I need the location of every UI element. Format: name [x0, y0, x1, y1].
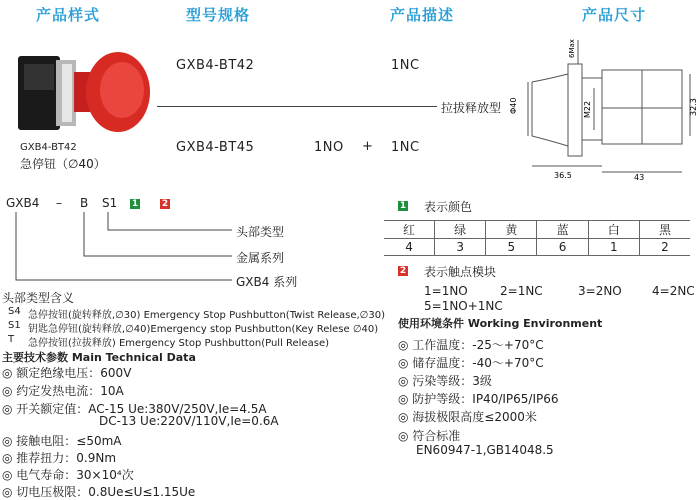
color-code: 6: [537, 239, 588, 256]
env-item: ◎ 工作温度：-25～+70°C: [398, 338, 544, 352]
code-box-1: 1: [131, 199, 139, 209]
code-part-b: B: [80, 196, 89, 210]
code-part-s1: S1: [102, 196, 118, 210]
head-type-text-s4: 急停按钮(旋转释放,∅30) Emergency Stop Pushbutton(Twist Release,∅30): [28, 310, 386, 321]
color-code: 1: [588, 239, 639, 256]
env-item: ◎ 防护等级：IP40/IP65/IP66: [398, 392, 559, 406]
product-description: 拉拔释放型: [441, 101, 502, 115]
divider-line: [157, 106, 437, 107]
header-col-model: 型号规格: [186, 6, 251, 24]
code-part-gxb4: GXB4: [6, 196, 40, 210]
code-leader-lines: [0, 210, 240, 282]
color-box: 1: [399, 201, 407, 211]
head-type-code-s4: S4: [8, 306, 21, 317]
env-title: 使用环境条件 Working Environment: [398, 317, 603, 330]
contact-plus: +: [362, 139, 374, 154]
tech-item: ◎ 接触电阻：≤50mA: [2, 434, 122, 448]
color-name: 红: [384, 221, 435, 239]
color-name: 蓝: [537, 221, 588, 239]
header-col-dimension: 产品尺寸: [582, 6, 647, 24]
color-code: 4: [384, 239, 435, 256]
tech-item: ◎ 切电压极限：0.8Ue≤U≤1.15Ue: [2, 485, 196, 499]
head-types-title: 头部类型含义: [2, 291, 75, 305]
contact-row-2b: 1NC: [391, 140, 420, 155]
tech-item: ◎ 电气寿命：30×10⁴次: [2, 468, 134, 482]
env-item: ◎ 符合标准: [398, 429, 461, 443]
color-code: 5: [486, 239, 537, 256]
contact-option: 3=2NO: [578, 284, 622, 298]
tech-item: ◎ 推荐扭力：0.9Nm: [2, 451, 117, 465]
contact-row-2a: 1NO: [314, 140, 344, 155]
header-col-style: 产品样式: [36, 6, 101, 24]
color-name: 黄: [486, 221, 537, 239]
color-code: 3: [435, 239, 486, 256]
model-row-2: GXB4-BT45: [176, 140, 255, 155]
image-caption-name: 急停钮（∅40）: [20, 157, 106, 171]
color-table: [384, 220, 690, 256]
color-name: 白: [588, 221, 639, 239]
dim-6max: 6Max: [568, 39, 576, 58]
color-name: 黑: [639, 221, 690, 239]
dim-32-3: 32.3: [689, 98, 698, 116]
label-head-type: 头部类型: [236, 225, 285, 239]
contact-option: 2=1NC: [500, 284, 543, 298]
tech-title: 主要技术参数 Main Technical Data: [2, 351, 196, 364]
env-item: ◎ 海拔极限高度≤2000米: [398, 410, 537, 424]
contact-option: 4=2NC: [652, 284, 695, 298]
contact-box: 2: [399, 266, 407, 276]
color-name: 绿: [435, 221, 486, 239]
head-type-text-t: 急停按钮(拉拔释放) Emergency Stop Pushbutton(Pull Release): [28, 338, 330, 349]
dimension-drawing: [508, 34, 698, 180]
header-band: [0, 0, 700, 26]
label-metal-series: 金属系列: [236, 251, 285, 265]
dim-m22: M22: [583, 100, 592, 118]
env-item: EN60947-1,GB14048.5: [416, 443, 554, 457]
image-caption-model: GXB4-BT42: [20, 142, 77, 153]
head-type-text-s1: 钥匙急停钮(旋转释放,∅40)Emergency stop Pushbutton(Key Relese ∅40): [28, 324, 379, 335]
code-box-2: 2: [161, 199, 169, 209]
contact-title: 表示触点模块: [424, 265, 497, 279]
label-gxb4-series: GXB4 系列: [236, 275, 298, 289]
contact-option: 5=1NO+1NC: [424, 299, 503, 313]
dim-36-5: 36.5: [554, 171, 572, 180]
tech-item: ◎ 开关额定值：AC-15 Ue:380V/250V,Ie=4.5A: [2, 402, 267, 416]
tech-item: ◎ 约定发热电流：10A: [2, 384, 124, 398]
head-type-code-t: T: [8, 334, 15, 345]
model-row-1: GXB4-BT42: [176, 58, 255, 73]
env-item: ◎ 储存温度：-40～+70°C: [398, 356, 544, 370]
contact-row-1: 1NC: [391, 58, 420, 73]
contact-option: 1=1NO: [424, 284, 468, 298]
product-image: [10, 44, 160, 140]
head-type-code-s1: S1: [8, 320, 21, 331]
code-dash: –: [56, 196, 62, 210]
dim-43: 43: [634, 173, 645, 180]
tech-item: DC-13 Ue:220V/110V,Ie=0.6A: [99, 414, 279, 428]
header-col-description: 产品描述: [390, 6, 455, 24]
env-item: ◎ 污染等级：3级: [398, 374, 492, 388]
color-code: 2: [639, 239, 690, 256]
color-title: 表示颜色: [424, 200, 473, 214]
dim-d40: Φ40: [509, 97, 518, 114]
tech-item: ◎ 额定绝缘电压：600V: [2, 366, 132, 380]
